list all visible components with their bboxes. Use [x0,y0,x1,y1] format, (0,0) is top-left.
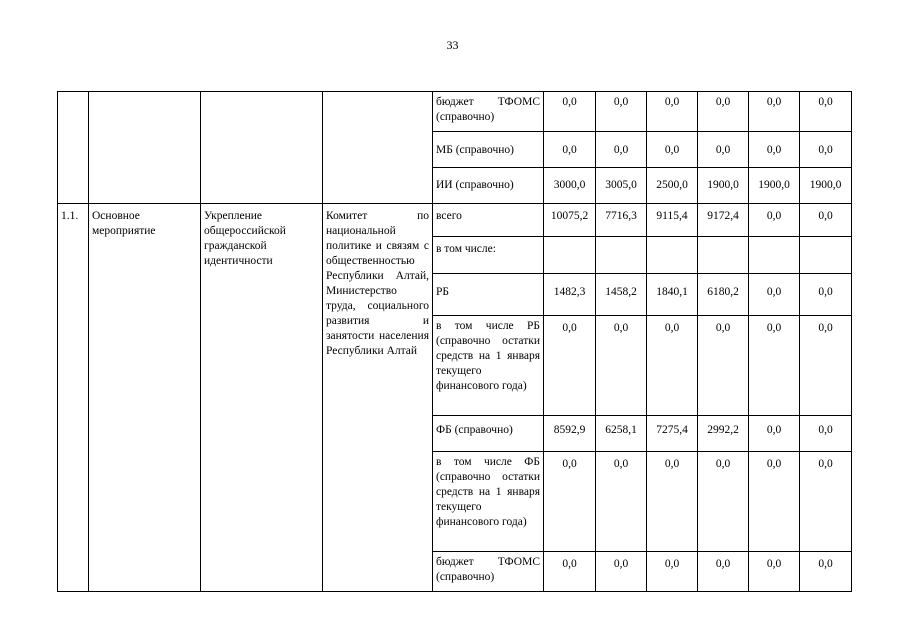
value-cell: 0,0 [800,92,852,132]
value-cell: 0,0 [544,552,596,592]
funding-source: бюджет ТФОМС (справочно) [433,552,544,592]
value-cell: 0,0 [749,132,800,168]
value-cell: 0,0 [749,92,800,132]
value-cell: 0,0 [596,452,647,552]
item-name: Основное мероприятие [89,204,201,592]
funding-source: РБ [433,274,544,316]
value-cell: 0,0 [544,132,596,168]
value-cell: 0,0 [698,452,749,552]
value-cell: 9172,4 [698,204,749,237]
table-row [58,204,852,237]
value-cell: 3005,0 [596,168,647,204]
table-row [58,92,852,132]
value-cell: 0,0 [698,132,749,168]
value-cell: 1482,3 [544,274,596,316]
value-cell: 7716,3 [596,204,647,237]
value-cell: 0,0 [800,416,852,452]
funding-source: ИИ (справочно) [433,168,544,204]
value-cell: 1840,1 [647,274,698,316]
value-cell: 1900,0 [749,168,800,204]
funding-source: в том числе ФБ (справочно остатки средств на 1 января текущего финансового года) [433,452,544,552]
item-number: 1.1. [58,204,89,592]
funding-source: всего [433,204,544,237]
value-cell: 0,0 [544,316,596,416]
value-cell: 0,0 [800,316,852,416]
goal-cell [201,92,323,204]
value-cell: 10075,2 [544,204,596,237]
value-cell: 2992,2 [698,416,749,452]
value-cell: 0,0 [698,552,749,592]
value-cell: 0,0 [800,274,852,316]
value-cell: 8592,9 [544,416,596,452]
value-cell: 2500,0 [647,168,698,204]
value-cell: 0,0 [596,92,647,132]
item-executor: Комитет по национальной политике и связям с общественностью Республики Алтай, Министерство труда, социального развития и занятости населения Республики Алтай [323,204,433,592]
name-cell [89,92,201,204]
value-cell: 0,0 [800,452,852,552]
value-cell: 9115,4 [647,204,698,237]
number-cell [58,92,89,204]
funding-source: МБ (справочно) [433,132,544,168]
value-cell: 0,0 [647,132,698,168]
funding-source: в том числе: [433,237,544,274]
value-cell [647,237,698,274]
value-cell [596,237,647,274]
value-cell: 0,0 [800,132,852,168]
value-cell: 0,0 [698,316,749,416]
page-number: 33 [446,38,459,52]
budget-table [57,91,852,592]
value-cell: 0,0 [749,416,800,452]
funding-source: в том числе РБ (справочно остатки средств на 1 января текущего финансового года) [433,316,544,416]
value-cell: 0,0 [596,552,647,592]
value-cell: 0,0 [749,316,800,416]
value-cell: 1900,0 [800,168,852,204]
value-cell: 0,0 [800,552,852,592]
value-cell: 3000,0 [544,168,596,204]
value-cell: 0,0 [544,452,596,552]
value-cell: 6258,1 [596,416,647,452]
value-cell: 0,0 [647,92,698,132]
value-cell: 6180,2 [698,274,749,316]
value-cell: 0,0 [749,452,800,552]
funding-source: ФБ (справочно) [433,416,544,452]
value-cell: 0,0 [647,552,698,592]
item-goal: Укрепление общероссийской гражданской идентичности [201,204,323,592]
funding-source: бюджет ТФОМС (справочно) [433,92,544,132]
value-cell: 1458,2 [596,274,647,316]
value-cell: 0,0 [698,92,749,132]
value-cell [544,237,596,274]
value-cell: 0,0 [544,92,596,132]
value-cell: 0,0 [749,274,800,316]
value-cell: 0,0 [749,204,800,237]
value-cell [749,237,800,274]
value-cell [800,237,852,274]
value-cell: 0,0 [596,316,647,416]
value-cell: 0,0 [647,316,698,416]
value-cell: 7275,4 [647,416,698,452]
executor-cell [323,92,433,204]
value-cell: 0,0 [749,552,800,592]
value-cell: 0,0 [800,204,852,237]
value-cell: 1900,0 [698,168,749,204]
value-cell: 0,0 [647,452,698,552]
value-cell: 0,0 [596,132,647,168]
value-cell [698,237,749,274]
